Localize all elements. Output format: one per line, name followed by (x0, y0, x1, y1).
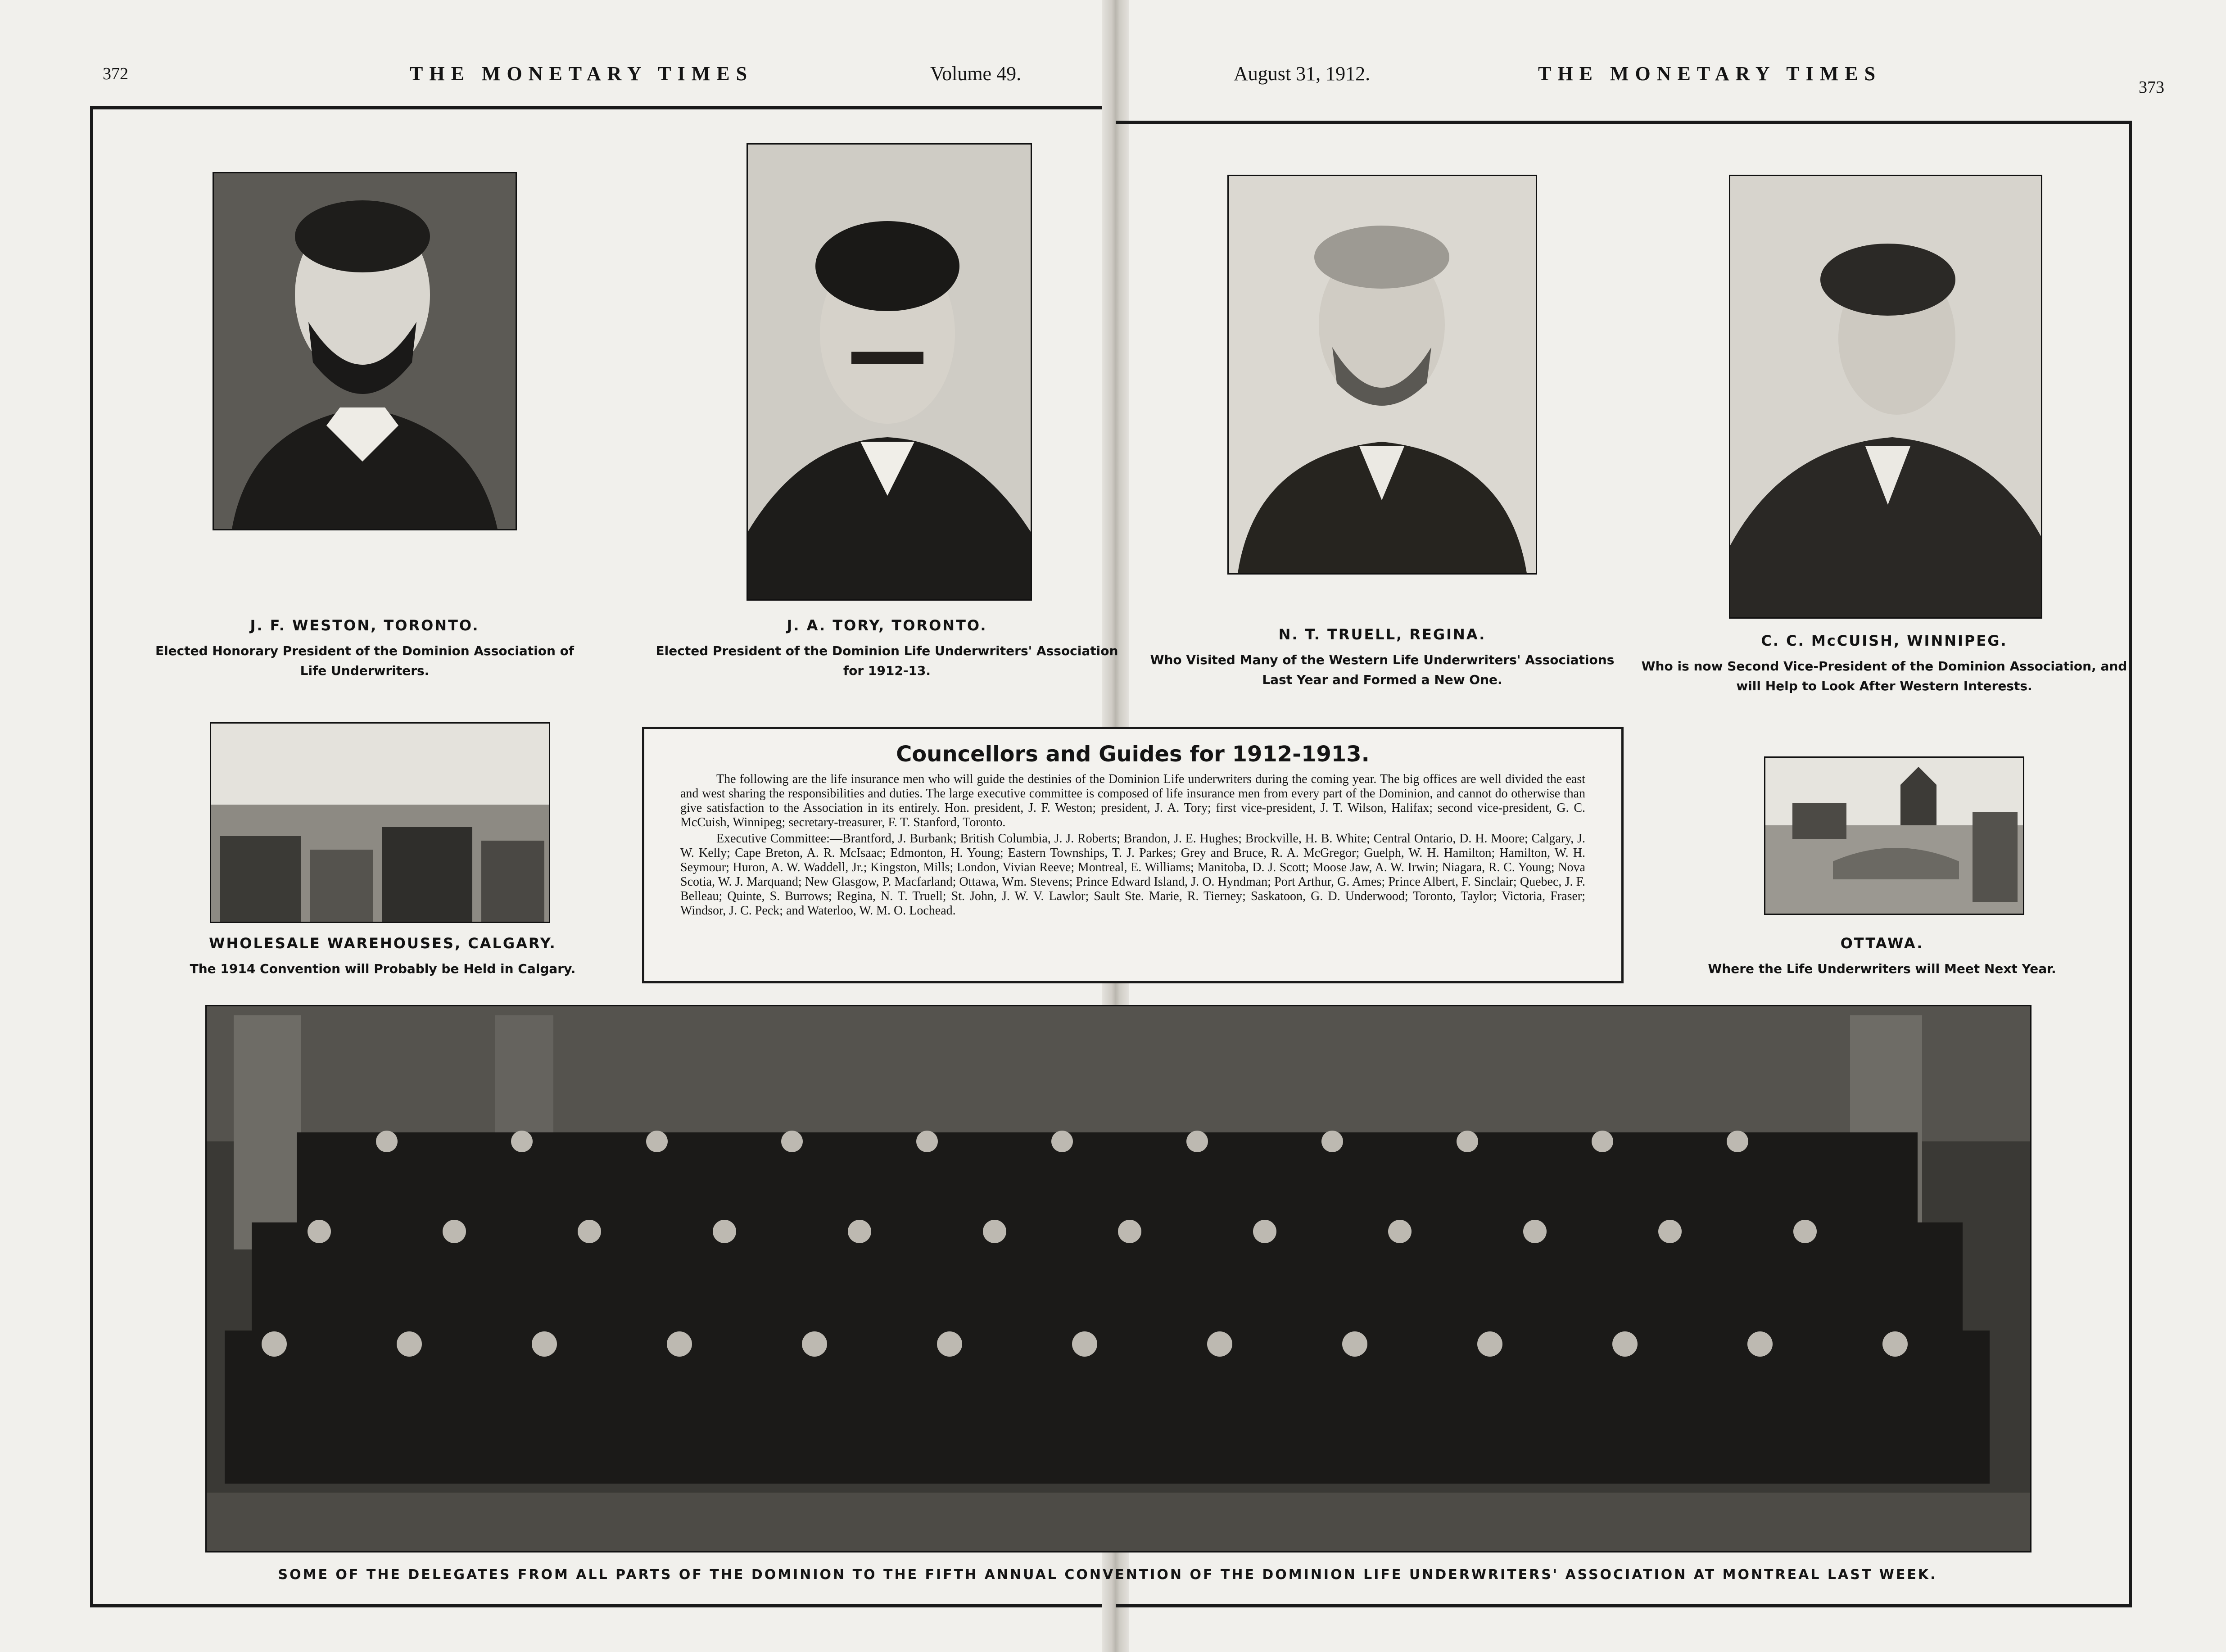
ottawa-description: Where the Life Underwriters will Meet Next Year. (1708, 961, 2056, 976)
calgary-title: WHOLESALE WAREHOUSES, CALGARY. (209, 935, 556, 952)
councillors-box (642, 727, 1624, 983)
portrait-tory-caption (648, 617, 1126, 681)
portrait-tory-photo (747, 143, 1032, 601)
portrait-weston-description: Elected Honorary President of the Dominion Association of Life Underwriters. (155, 643, 575, 678)
portrait-weston-name: J. F. WESTON, TORONTO. (250, 617, 480, 634)
left-masthead: THE MONETARY TIMES (410, 63, 754, 85)
portrait-mccuish-description: Who is now Second Vice-President of the Dominion Association, and will Help to Look After Western Interests. (1641, 659, 2127, 693)
ottawa-photo (1764, 756, 2024, 915)
delegates-group-photo (205, 1005, 2031, 1552)
portrait-truell-description: Who Visited Many of the Western Life Underwriters' Associations Last Year and Formed a New One. (1150, 652, 1615, 687)
councillors-body (680, 772, 1585, 920)
portrait-truell-caption (1135, 626, 1630, 690)
right-masthead: THE MONETARY TIMES (1538, 63, 1882, 85)
issue-date: August 31, 1912. (1234, 63, 1371, 85)
ottawa-title: OTTAWA. (1840, 935, 1924, 952)
ottawa-caption (1648, 935, 2116, 979)
calgary-caption (140, 935, 626, 979)
portrait-tory-name: J. A. TORY, TORONTO. (787, 617, 987, 634)
councillors-title: Councellors and Guides for 1912-1913. (896, 742, 1370, 767)
portrait-mccuish-photo (1729, 175, 2042, 619)
portrait-mccuish-name: C. C. McCUISH, WINNIPEG. (1761, 632, 2008, 649)
councillors-paragraph-officers: The following are the life insurance men who will guide the destinies of the Dominion Life underwriters during the coming year. The big offices are well divided the east and west sharing the responsibilities and duties. The large executive committee is composed of life insurance men from every part of the Dominion, and cannot do otherwise than give satisfaction to the Association in its entirely. Hon. president, J. F. Weston; president, J. A. Tory; first vice-president, J. T. Wilson, Halifax; second vice-president, G. C. McCuish, Winnipeg; secretary-treasurer, F. T. Stanford, Toronto. (680, 772, 1585, 829)
portrait-mccuish-caption (1639, 632, 2130, 696)
left-page-number: 372 (103, 64, 128, 83)
portrait-weston-caption (144, 617, 585, 681)
calgary-warehouses-photo (210, 722, 550, 923)
delegates-group-caption: SOME OF THE DELEGATES FROM ALL PARTS OF THE DOMINION TO THE FIFTH ANNUAL CONVENTION OF THE DOMINION LIFE UNDERWRITERS' ASSOCIATION AT MONTREAL LAST WEEK. (278, 1567, 1937, 1583)
portrait-truell-photo (1227, 175, 1537, 575)
portrait-weston-photo (213, 172, 517, 530)
right-page-number: 373 (2139, 78, 2164, 97)
councillors-paragraph-executive: Executive Committee:—Brantford, J. Burbank; British Columbia, J. J. Roberts; Brandon, J. E. Hughes; Brockville, H. B. White; Central Ontario, D. H. Moore; Calgary, J. W. Kelly; Cape Breton, A. R. McIsaac; Edmonton, H. Young; Eastern Townships, T. J. Parkes; Grey and Bruce, R. A. McGregor; Guelph, W. H. Hamilton; Hamilton, W. H. Seymour; Huron, A. W. Waddell, Jr.; Kingston, Mills; London, Vivian Reeve; Montreal, E. Williams; Manitoba, D. J. Scott; Moose Jaw, A. W. Irwin; Niagara, R. C. Young; Nova Scotia, W. J. Marquand; New Glasgow, P. Macfarland; Ottawa, Wm. Stevens; Prince Edward Island, J. O. Hyndman; Port Arthur, G. Ames; Prince Albert, F. Sinclair; Quebec, J. F. Belleau; Quinte, S. Burrows; Regina, N. T. Truell; St. John, J. W. V. Lawlor; Sault Ste. Marie, R. Tierney; Saskatoon, G. D. Underwood; Toronto, Taylor; Victoria, Fraser; Windsor, J. C. Peck; and Waterloo, W. M. O. Lochead. (680, 832, 1585, 918)
portrait-truell-name: N. T. TRUELL, REGINA. (1278, 626, 1486, 643)
volume-label: Volume 49. (930, 63, 1022, 85)
calgary-description: The 1914 Convention will Probably be Held in Calgary. (190, 961, 576, 976)
portrait-tory-description: Elected President of the Dominion Life Underwriters' Association for 1912-13. (656, 643, 1118, 678)
